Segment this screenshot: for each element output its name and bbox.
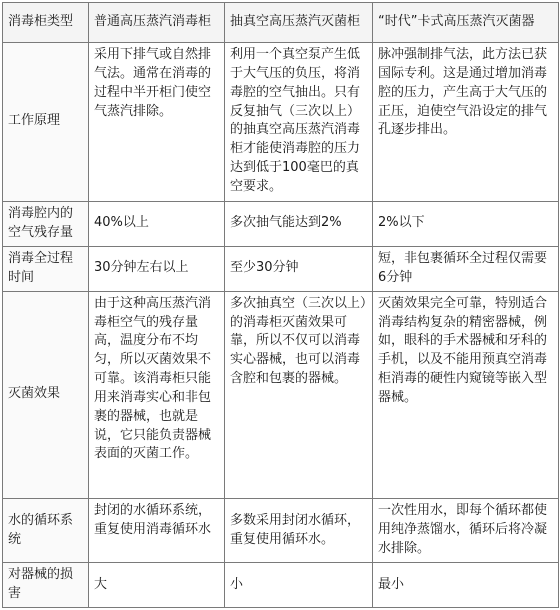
row-label: 消毒腔内的空气残存量	[3, 201, 89, 246]
table-cell: 一次性用水，即每个循环都使用纯净蒸馏水，循环后将冷凝水排除。	[373, 499, 559, 563]
table-cell: 多次抽气能达到2%	[225, 201, 373, 246]
table-cell: 2%以下	[373, 201, 559, 246]
table-cell: 灭菌效果完全可靠，特别适合消毒结构复杂的精密器械，例如，眼科的手术器械和牙科的手机，以及不能用预真空消毒柜消毒的硬性内窥镜等嵌入型器械。	[373, 291, 559, 498]
row-label: 工作原理	[3, 43, 89, 202]
table-row-working-principle	[3, 43, 559, 202]
table-cell: 利用一个真空泵产生低于大气压的负压，将消毒腔的空气抽出。只有反复抽气（三次以上）的抽真空高压蒸汽消毒柜才能使消毒腔的压力达到低于100毫巴的真空要求。	[225, 43, 373, 202]
sterilizer-comparison-table	[2, 2, 559, 608]
table-cell: 脉冲强制排气法，此方法已获国际专利。这是通过增加消毒腔的压力，产生高于大气压的正压，迫使空气沿设定的排气孔逐步排出。	[373, 43, 559, 202]
table-cell: 小	[225, 562, 373, 607]
table-cell: 至少30分钟	[225, 246, 373, 291]
table-cell: 大	[89, 562, 225, 607]
table-row-sterilization-effect	[3, 291, 559, 498]
table-cell: 封闭的水循环系统，重复使用消毒循环水	[89, 499, 225, 563]
row-label: 灭菌效果	[3, 291, 89, 498]
header-vacuum-sterilizer: 抽真空高压蒸汽灭菌柜	[225, 3, 373, 43]
table-cell: 由于这种高压蒸汽消毒柜空气的残存量高，温度分布不均匀，所以灭菌效果不可靠。该消毒柜只能用来消毒实心和非包裹的器械，也就是说，它只能负责器械表面的灭菌工作。	[89, 291, 225, 498]
table-header-row	[3, 3, 559, 43]
table-cell: 40%以上	[89, 201, 225, 246]
table-cell: 短，非包裹循环全过程仅需要6分钟	[373, 246, 559, 291]
row-label: 水的循环系统	[3, 499, 89, 563]
row-label: 对器械的损害	[3, 562, 89, 607]
header-type-cell: 消毒柜类型	[3, 3, 89, 43]
table-cell: 最小	[373, 562, 559, 607]
comparison-table-container	[2, 2, 558, 608]
table-row-water-circulation	[3, 499, 559, 563]
table-row-process-time	[3, 246, 559, 291]
table-row-instrument-damage	[3, 562, 559, 607]
table-cell: 采用下排气或自然排气法。通常在消毒的过程中半开柜门使空气蒸汽排除。	[89, 43, 225, 202]
header-standard-sterilizer: 普通高压蒸汽消毒柜	[89, 3, 225, 43]
table-cell: 30分钟左右以上	[89, 246, 225, 291]
table-row-residual-air	[3, 201, 559, 246]
header-cassette-sterilizer: “时代”卡式高压蒸汽灭菌器	[373, 3, 559, 43]
row-label: 消毒全过程时间	[3, 246, 89, 291]
table-cell: 多次抽真空（三次以上）的消毒柜灭菌效果可靠，所以不仅可以消毒实心器械，也可以消毒含腔和包裹的器械。	[225, 291, 373, 498]
table-cell: 多数采用封闭水循环，重复使用循环水。	[225, 499, 373, 563]
